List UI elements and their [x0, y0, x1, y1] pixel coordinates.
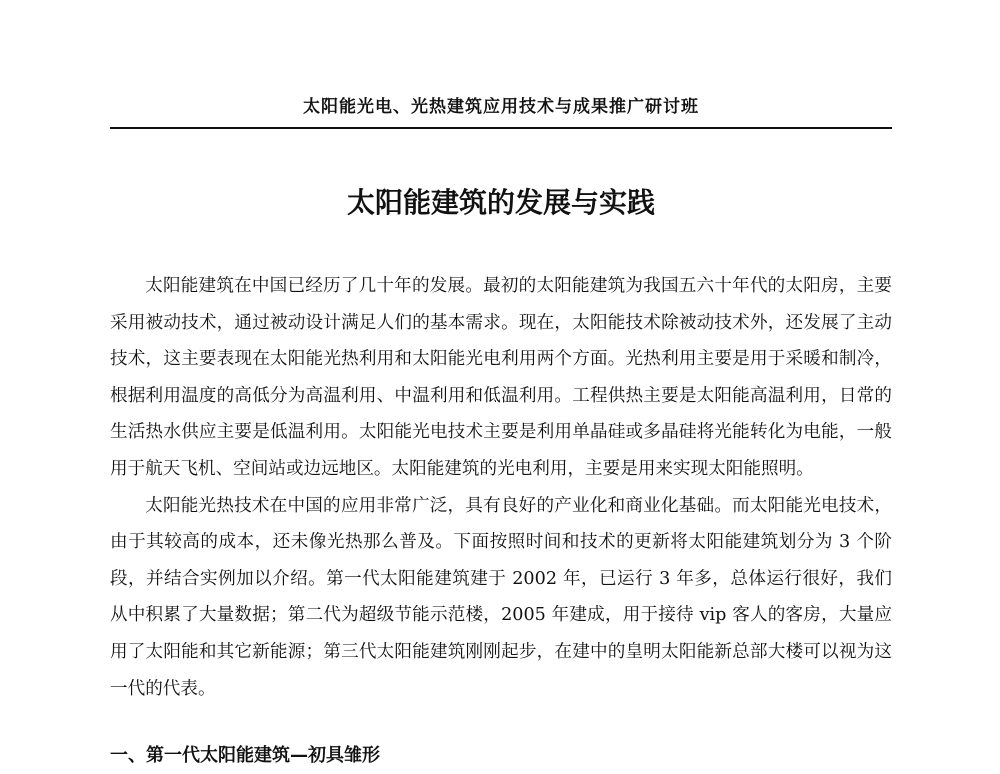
article-title: 太阳能建筑的发展与实践 — [346, 186, 655, 219]
header-rule — [110, 127, 892, 129]
paragraph-1: 太阳能建筑在中国已经历了几十年的发展。最初的太阳能建筑为我国五六十年代的太阳房，主要采用被动技术，通过被动设计满足人们的基本需求。现在，太阳能技术除被动技术外，还发展了主动技术，这主要表现在太阳能光热利用和太阳能光电利用两个方面。光热利用主要是用于采暖和制冷，根据利用温度的高低分为高温利用、中温利用和低温利用。工程供热主要是太阳能高温利用，日常的生活热水供应主要是低温利用。太阳能光电技术主要是利用单晶硅或多晶硅将光能转化为电能，一般用于航天飞机、空间站或边远地区。太阳能建筑的光电利用，主要是用来实现太阳能照明。 — [110, 276, 892, 479]
article-body — [110, 268, 892, 707]
section-heading: 一、第一代太阳能建筑—初具雏形 — [110, 745, 380, 766]
running-header: 太阳能光电、光热建筑应用技术与成果推广研讨班 — [303, 97, 699, 117]
paragraph-2: 太阳能光热技术在中国的应用非常广泛，具有良好的产业化和商业化基础。而太阳能光电技术，由于其较高的成本，还未像光热那么普及。下面按照时间和技术的更新将太阳能建筑划分为 3 个阶段，并结合实例加以介绍。第一代太阳能建筑建于 2002 年，已运行 3 年多，总体运行很好，我们从中积累了大量数据；第二代为超级节能示范楼，2005 年建成，用于接待 vip 客人的客房，大量应用了太阳能和其它新能源；第三代太阳能建筑刚刚起步，在建中的皇明太阳能新总部大楼可以视为这一代的代表。 — [110, 495, 892, 699]
